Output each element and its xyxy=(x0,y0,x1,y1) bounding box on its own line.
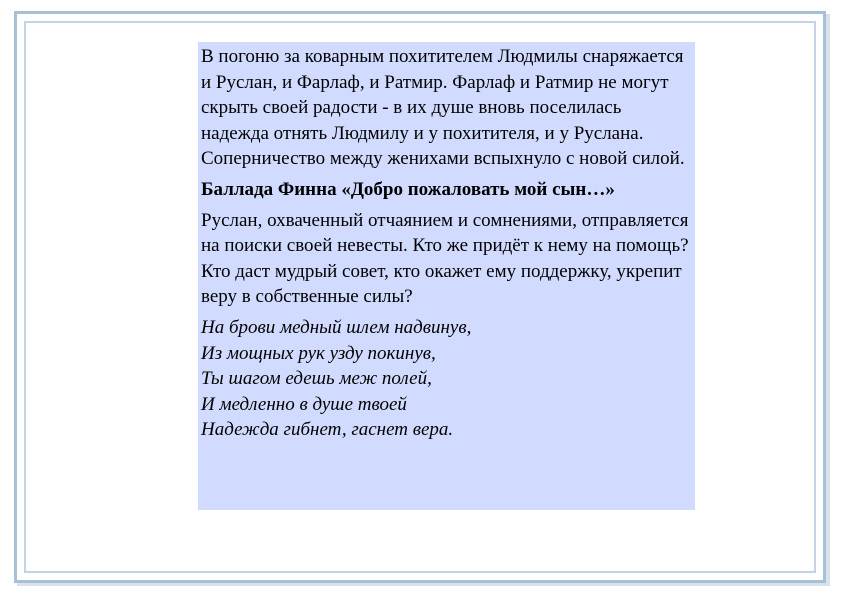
verse-line: Ты шагом едешь меж полей, xyxy=(201,368,432,390)
intro-paragraph: В погоню за коварным похитителем Людмилы снаряжается и Руслан, и Фарлаф, и Ратмир. Фарлаф и Ратмир не могут скрыть своей радости - в их душе вновь поселилась надежда отнять Людмилу и у похитителя, и у Руслана. Соперничество между женихами вспыхнуло с новой силой. xyxy=(201,46,685,170)
ballad-heading: Баллада Финна «Добро пожаловать мой сын…» xyxy=(201,178,615,200)
verse-line: И медленно в душе твоей xyxy=(201,393,407,415)
verse-line: Из мощных рук узду покинув, xyxy=(201,342,436,364)
ruslan-paragraph: Руслан, охваченный отчаянием и сомнениями, отправляется на поиски своей невесты. Кто же придёт к нему на помощь? Кто даст мудрый совет, кто окажет ему поддержку, укрепит веру в собственные силы? xyxy=(201,209,689,308)
frame-shadow-right xyxy=(826,14,830,586)
text-box xyxy=(198,42,695,510)
frame-shadow-bottom xyxy=(17,583,830,586)
verse-block xyxy=(201,315,693,443)
verse-line: На брови медный шлем надвинув, xyxy=(201,316,472,338)
verse-line: Надежда гибнет, гаснет вера. xyxy=(201,419,454,441)
